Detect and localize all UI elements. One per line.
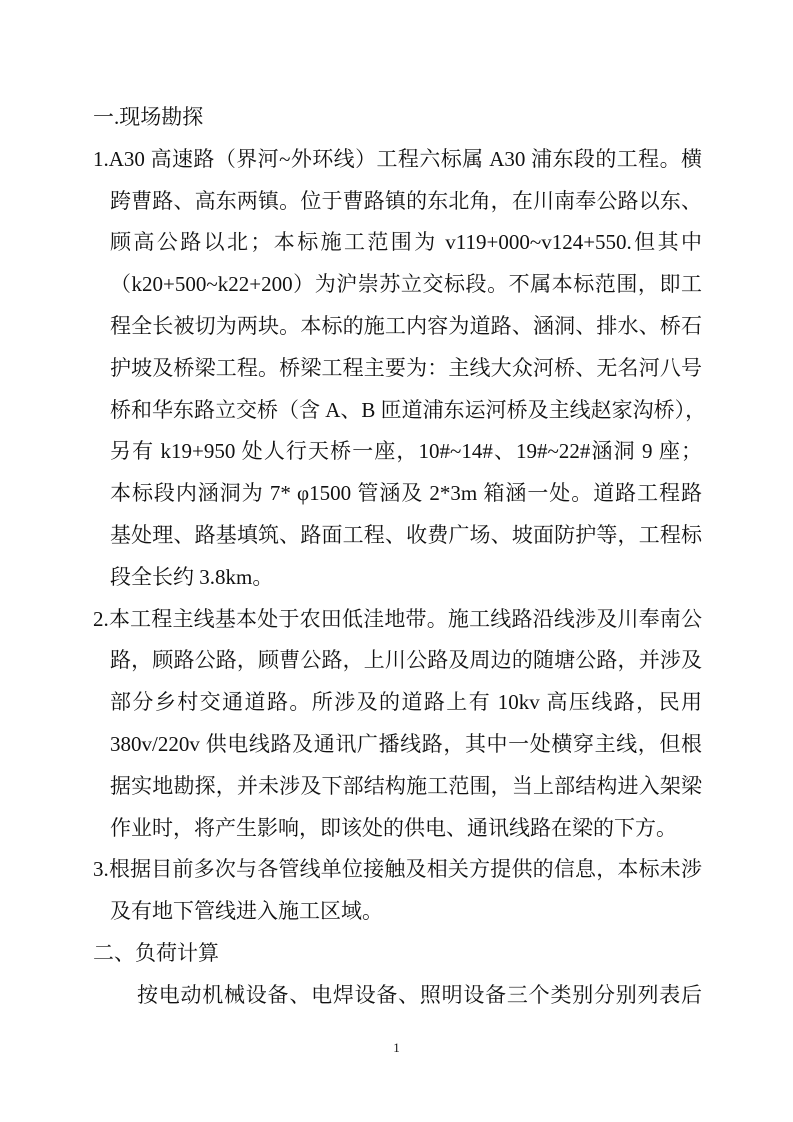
- text-line: 及有地下管线进入施工区域。: [110, 899, 383, 924]
- text-line: 部分乡村交通道路。所涉及的道路上有 10kv 高压线路，民用: [110, 690, 702, 715]
- text-line: 作业时，将产生影响，即该处的供电、通讯线路在梁的下方。: [110, 815, 677, 840]
- list-item: [0, 599, 793, 850]
- text-line: 1.A30 高速路（界河~外环线）工程六标属 A30 浦东段的工程。横: [93, 146, 702, 171]
- paragraph: 按电动机械设备、电焊设备、照明设备三个类别分别列表后: [137, 982, 702, 1007]
- text-line: 本标段内涵洞为 7* φ1500 管涵及 2*3m 箱涵一处。道路工程路: [110, 481, 702, 506]
- text-line: 顾高公路以北；本标施工范围为 v119+000~v124+550.但其中: [110, 230, 702, 255]
- section-heading: 一.现场勘探: [93, 105, 204, 129]
- text-line: 路，顾路公路，顾曹公路，上川公路及周边的随塘公路，并涉及: [110, 648, 702, 673]
- text-line: 另有 k19+950 处人行天桥一座，10#~14#、19#~22#涵洞 9 座；: [110, 439, 702, 464]
- text-line: 基处理、路基填筑、路面工程、收费广场、坡面防护等，工程标: [110, 522, 702, 547]
- text-line: （k20+500~k22+200）为沪崇苏立交标段。不属本标范围，即工: [110, 272, 702, 297]
- text-line: 程全长被切为两块。本标的施工内容为道路、涵洞、排水、桥石: [110, 313, 702, 338]
- text-line: 2.本工程主线基本处于农田低洼地带。施工线路沿线涉及川奉南公: [93, 606, 702, 631]
- list-item: [0, 139, 793, 599]
- text-line: 据实地勘探，并未涉及下部结构施工范围，当上部结构进入架梁: [110, 773, 702, 798]
- text-line: 护坡及桥梁工程。桥梁工程主要为：主线大众河桥、无名河八号: [110, 355, 702, 380]
- text-line: 桥和华东路立交桥（含 A、B 匝道浦东运河桥及主线赵家沟桥），: [110, 397, 707, 422]
- text-line: 跨曹路、高东两镇。位于曹路镇的东北角，在川南奉公路以东、: [110, 188, 702, 213]
- document-body: [0, 97, 793, 1017]
- section-heading: 二、负荷计算: [93, 940, 219, 965]
- text-line: 段全长约 3.8km。: [110, 564, 274, 589]
- text-line: 3.根据目前多次与各管线单位接触及相关方提供的信息，本标未涉: [93, 857, 702, 882]
- text-line: 380v/220v 供电线路及通讯广播线路，其中一处横穿主线，但根: [110, 731, 702, 756]
- list-item: [0, 849, 793, 933]
- page-number: 1: [393, 1040, 400, 1055]
